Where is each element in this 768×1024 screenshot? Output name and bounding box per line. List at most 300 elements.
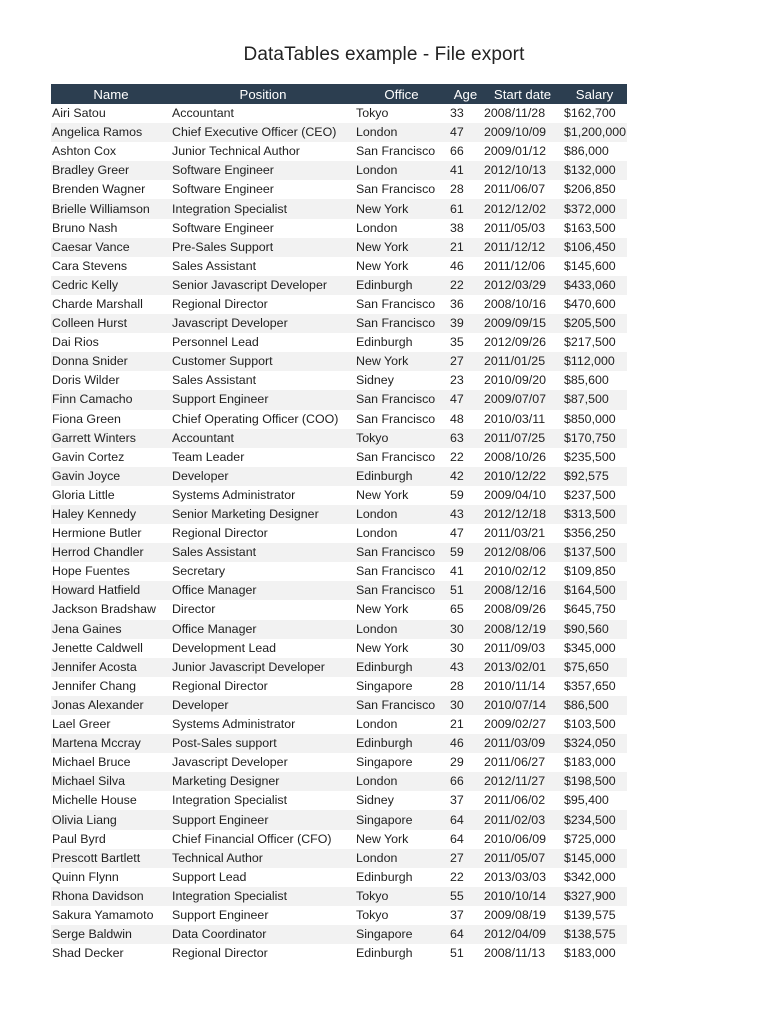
- cell-salary: $237,500: [562, 486, 627, 505]
- cell-age: 23: [448, 371, 483, 390]
- cell-position: Personnel Lead: [171, 333, 355, 352]
- table-row: [51, 486, 627, 505]
- cell-start-date: 2010/09/20: [483, 371, 562, 390]
- cell-name: Michael Bruce: [51, 753, 171, 772]
- cell-office: Sidney: [355, 371, 448, 390]
- cell-age: 38: [448, 219, 483, 238]
- table-row: [51, 467, 627, 486]
- cell-office: San Francisco: [355, 295, 448, 314]
- cell-start-date: 2011/12/06: [483, 257, 562, 276]
- table-row: [51, 696, 627, 715]
- cell-position: Software Engineer: [171, 219, 355, 238]
- cell-position: Secretary: [171, 562, 355, 581]
- cell-age: 30: [448, 696, 483, 715]
- cell-position: Chief Operating Officer (COO): [171, 410, 355, 429]
- cell-position: Support Engineer: [171, 390, 355, 409]
- cell-salary: $433,060: [562, 276, 627, 295]
- cell-position: Support Lead: [171, 868, 355, 887]
- cell-salary: $205,500: [562, 314, 627, 333]
- table-row: [51, 524, 627, 543]
- cell-salary: $470,600: [562, 295, 627, 314]
- cell-start-date: 2008/12/16: [483, 581, 562, 600]
- cell-start-date: 2009/10/09: [483, 123, 562, 142]
- cell-office: Singapore: [355, 925, 448, 944]
- cell-age: 65: [448, 600, 483, 619]
- cell-office: Tokyo: [355, 104, 448, 123]
- cell-position: Support Engineer: [171, 810, 355, 829]
- cell-name: Gavin Joyce: [51, 467, 171, 486]
- cell-position: Integration Specialist: [171, 199, 355, 218]
- cell-position: Sales Assistant: [171, 543, 355, 562]
- cell-office: San Francisco: [355, 562, 448, 581]
- cell-age: 61: [448, 199, 483, 218]
- cell-office: San Francisco: [355, 543, 448, 562]
- cell-salary: $356,250: [562, 524, 627, 543]
- table-row: [51, 276, 627, 295]
- cell-position: Integration Specialist: [171, 887, 355, 906]
- cell-position: Office Manager: [171, 620, 355, 639]
- cell-position: Software Engineer: [171, 180, 355, 199]
- cell-age: 35: [448, 333, 483, 352]
- cell-position: Accountant: [171, 429, 355, 448]
- cell-start-date: 2010/11/14: [483, 677, 562, 696]
- cell-start-date: 2008/11/28: [483, 104, 562, 123]
- cell-position: Regional Director: [171, 295, 355, 314]
- cell-salary: $342,000: [562, 868, 627, 887]
- table-row: [51, 639, 627, 658]
- cell-position: Developer: [171, 467, 355, 486]
- cell-position: Customer Support: [171, 352, 355, 371]
- table-row: [51, 753, 627, 772]
- cell-name: Michael Silva: [51, 772, 171, 791]
- cell-age: 28: [448, 677, 483, 696]
- cell-start-date: 2008/09/26: [483, 600, 562, 619]
- table-row: [51, 543, 627, 562]
- cell-age: 41: [448, 562, 483, 581]
- table-row: [51, 887, 627, 906]
- table-row: [51, 352, 627, 371]
- cell-salary: $170,750: [562, 429, 627, 448]
- column-header-age: Age: [448, 84, 483, 104]
- cell-name: Doris Wilder: [51, 371, 171, 390]
- cell-start-date: 2012/08/06: [483, 543, 562, 562]
- cell-office: London: [355, 620, 448, 639]
- cell-salary: $162,700: [562, 104, 627, 123]
- cell-salary: $198,500: [562, 772, 627, 791]
- cell-salary: $1,200,000: [562, 123, 627, 142]
- cell-salary: $145,000: [562, 849, 627, 868]
- cell-age: 22: [448, 868, 483, 887]
- cell-start-date: 2011/03/09: [483, 734, 562, 753]
- cell-name: Gavin Cortez: [51, 448, 171, 467]
- cell-start-date: 2011/07/25: [483, 429, 562, 448]
- cell-age: 21: [448, 238, 483, 257]
- cell-start-date: 2011/03/21: [483, 524, 562, 543]
- cell-office: Edinburgh: [355, 868, 448, 887]
- cell-age: 27: [448, 352, 483, 371]
- cell-salary: $217,500: [562, 333, 627, 352]
- cell-name: Prescott Bartlett: [51, 849, 171, 868]
- cell-office: London: [355, 715, 448, 734]
- cell-office: London: [355, 505, 448, 524]
- cell-start-date: 2010/10/14: [483, 887, 562, 906]
- cell-salary: $313,500: [562, 505, 627, 524]
- cell-name: Bruno Nash: [51, 219, 171, 238]
- cell-salary: $145,600: [562, 257, 627, 276]
- cell-position: Office Manager: [171, 581, 355, 600]
- page-title: DataTables example - File export: [243, 44, 525, 65]
- cell-position: Junior Technical Author: [171, 142, 355, 161]
- cell-name: Brenden Wagner: [51, 180, 171, 199]
- table-row: [51, 906, 627, 925]
- cell-start-date: 2011/05/07: [483, 849, 562, 868]
- cell-office: London: [355, 849, 448, 868]
- cell-name: Jennifer Chang: [51, 677, 171, 696]
- cell-start-date: 2011/01/25: [483, 352, 562, 371]
- cell-start-date: 2012/03/29: [483, 276, 562, 295]
- table-row: [51, 410, 627, 429]
- cell-office: New York: [355, 257, 448, 276]
- cell-name: Hermione Butler: [51, 524, 171, 543]
- cell-start-date: 2008/12/19: [483, 620, 562, 639]
- table-row: [51, 429, 627, 448]
- cell-name: Bradley Greer: [51, 161, 171, 180]
- cell-office: Tokyo: [355, 906, 448, 925]
- cell-position: Regional Director: [171, 524, 355, 543]
- cell-age: 55: [448, 887, 483, 906]
- table-row: [51, 180, 627, 199]
- table-row: [51, 658, 627, 677]
- cell-start-date: 2013/03/03: [483, 868, 562, 887]
- cell-name: Ashton Cox: [51, 142, 171, 161]
- cell-position: Javascript Developer: [171, 753, 355, 772]
- cell-position: Sales Assistant: [171, 371, 355, 390]
- cell-start-date: 2010/07/14: [483, 696, 562, 715]
- cell-age: 66: [448, 142, 483, 161]
- cell-start-date: 2008/11/13: [483, 944, 562, 963]
- cell-salary: $95,400: [562, 791, 627, 810]
- cell-age: 37: [448, 791, 483, 810]
- cell-start-date: 2008/10/16: [483, 295, 562, 314]
- table-body: [51, 104, 627, 963]
- cell-start-date: 2012/04/09: [483, 925, 562, 944]
- cell-age: 39: [448, 314, 483, 333]
- cell-start-date: 2010/02/12: [483, 562, 562, 581]
- cell-start-date: 2011/06/02: [483, 791, 562, 810]
- table-row: [51, 734, 627, 753]
- table-row: [51, 390, 627, 409]
- cell-age: 64: [448, 810, 483, 829]
- cell-start-date: 2010/06/09: [483, 830, 562, 849]
- cell-salary: $86,500: [562, 696, 627, 715]
- table-row: [51, 868, 627, 887]
- cell-age: 41: [448, 161, 483, 180]
- cell-age: 30: [448, 639, 483, 658]
- cell-position: Team Leader: [171, 448, 355, 467]
- cell-name: Colleen Hurst: [51, 314, 171, 333]
- cell-name: Dai Rios: [51, 333, 171, 352]
- table-row: [51, 677, 627, 696]
- cell-office: Edinburgh: [355, 467, 448, 486]
- cell-salary: $645,750: [562, 600, 627, 619]
- cell-start-date: 2013/02/01: [483, 658, 562, 677]
- cell-position: Regional Director: [171, 677, 355, 696]
- table-row: [51, 219, 627, 238]
- table-header: [51, 84, 627, 104]
- table-row: [51, 715, 627, 734]
- cell-salary: $183,000: [562, 944, 627, 963]
- cell-name: Herrod Chandler: [51, 543, 171, 562]
- cell-salary: $112,000: [562, 352, 627, 371]
- cell-age: 42: [448, 467, 483, 486]
- cell-office: Edinburgh: [355, 658, 448, 677]
- cell-position: Chief Financial Officer (CFO): [171, 830, 355, 849]
- cell-office: Sidney: [355, 791, 448, 810]
- cell-age: 59: [448, 486, 483, 505]
- table-row: [51, 333, 627, 352]
- cell-office: Singapore: [355, 753, 448, 772]
- cell-position: Javascript Developer: [171, 314, 355, 333]
- cell-start-date: 2011/12/12: [483, 238, 562, 257]
- cell-name: Martena Mccray: [51, 734, 171, 753]
- cell-office: San Francisco: [355, 314, 448, 333]
- cell-name: Michelle House: [51, 791, 171, 810]
- cell-start-date: 2011/06/07: [483, 180, 562, 199]
- table-row: [51, 810, 627, 829]
- cell-name: Brielle Williamson: [51, 199, 171, 218]
- column-header-office: Office: [355, 84, 448, 104]
- table-row: [51, 123, 627, 142]
- cell-salary: $725,000: [562, 830, 627, 849]
- cell-salary: $92,575: [562, 467, 627, 486]
- cell-office: San Francisco: [355, 581, 448, 600]
- cell-name: Gloria Little: [51, 486, 171, 505]
- cell-position: Junior Javascript Developer: [171, 658, 355, 677]
- column-header-position: Position: [171, 84, 355, 104]
- cell-salary: $206,850: [562, 180, 627, 199]
- cell-start-date: 2012/12/02: [483, 199, 562, 218]
- cell-office: New York: [355, 600, 448, 619]
- table-row: [51, 581, 627, 600]
- cell-start-date: 2012/09/26: [483, 333, 562, 352]
- cell-age: 33: [448, 104, 483, 123]
- cell-office: New York: [355, 830, 448, 849]
- cell-position: Technical Author: [171, 849, 355, 868]
- cell-position: Software Engineer: [171, 161, 355, 180]
- cell-salary: $164,500: [562, 581, 627, 600]
- cell-name: Caesar Vance: [51, 238, 171, 257]
- column-header-start-date: Start date: [483, 84, 562, 104]
- cell-office: London: [355, 123, 448, 142]
- cell-position: Data Coordinator: [171, 925, 355, 944]
- cell-name: Haley Kennedy: [51, 505, 171, 524]
- cell-name: Hope Fuentes: [51, 562, 171, 581]
- cell-office: Tokyo: [355, 429, 448, 448]
- table-row: [51, 620, 627, 639]
- cell-start-date: 2012/12/18: [483, 505, 562, 524]
- cell-start-date: 2009/01/12: [483, 142, 562, 161]
- cell-name: Jennifer Acosta: [51, 658, 171, 677]
- cell-salary: $132,000: [562, 161, 627, 180]
- table-row: [51, 505, 627, 524]
- cell-salary: $90,560: [562, 620, 627, 639]
- cell-office: New York: [355, 199, 448, 218]
- cell-name: Quinn Flynn: [51, 868, 171, 887]
- table-row: [51, 314, 627, 333]
- cell-age: 43: [448, 658, 483, 677]
- cell-office: New York: [355, 486, 448, 505]
- cell-start-date: 2010/03/11: [483, 410, 562, 429]
- cell-salary: $850,000: [562, 410, 627, 429]
- cell-salary: $357,650: [562, 677, 627, 696]
- cell-office: Edinburgh: [355, 734, 448, 753]
- cell-office: London: [355, 161, 448, 180]
- cell-age: 64: [448, 925, 483, 944]
- cell-name: Angelica Ramos: [51, 123, 171, 142]
- cell-age: 28: [448, 180, 483, 199]
- column-header-salary: Salary: [562, 84, 627, 104]
- cell-position: Pre-Sales Support: [171, 238, 355, 257]
- cell-name: Cedric Kelly: [51, 276, 171, 295]
- cell-position: Senior Marketing Designer: [171, 505, 355, 524]
- cell-position: Systems Administrator: [171, 486, 355, 505]
- cell-age: 22: [448, 448, 483, 467]
- cell-position: Senior Javascript Developer: [171, 276, 355, 295]
- table-row: [51, 199, 627, 218]
- cell-salary: $163,500: [562, 219, 627, 238]
- cell-salary: $137,500: [562, 543, 627, 562]
- cell-position: Integration Specialist: [171, 791, 355, 810]
- cell-start-date: 2009/08/19: [483, 906, 562, 925]
- cell-salary: $235,500: [562, 448, 627, 467]
- cell-office: San Francisco: [355, 390, 448, 409]
- table-row: [51, 944, 627, 963]
- cell-name: Donna Snider: [51, 352, 171, 371]
- cell-name: Rhona Davidson: [51, 887, 171, 906]
- cell-salary: $372,000: [562, 199, 627, 218]
- cell-age: 27: [448, 849, 483, 868]
- cell-name: Lael Greer: [51, 715, 171, 734]
- table-row: [51, 791, 627, 810]
- cell-age: 48: [448, 410, 483, 429]
- cell-start-date: 2009/02/27: [483, 715, 562, 734]
- cell-office: London: [355, 219, 448, 238]
- table-row: [51, 849, 627, 868]
- cell-office: San Francisco: [355, 180, 448, 199]
- cell-office: San Francisco: [355, 448, 448, 467]
- cell-office: San Francisco: [355, 696, 448, 715]
- table-row: [51, 142, 627, 161]
- cell-age: 43: [448, 505, 483, 524]
- cell-position: Chief Executive Officer (CEO): [171, 123, 355, 142]
- cell-age: 29: [448, 753, 483, 772]
- cell-age: 66: [448, 772, 483, 791]
- cell-position: Post-Sales support: [171, 734, 355, 753]
- table-row: [51, 257, 627, 276]
- cell-position: Sales Assistant: [171, 257, 355, 276]
- table-row: [51, 562, 627, 581]
- cell-salary: $324,050: [562, 734, 627, 753]
- cell-position: Director: [171, 600, 355, 619]
- cell-office: Edinburgh: [355, 276, 448, 295]
- cell-age: 47: [448, 390, 483, 409]
- cell-start-date: 2008/10/26: [483, 448, 562, 467]
- cell-age: 46: [448, 734, 483, 753]
- cell-age: 64: [448, 830, 483, 849]
- cell-start-date: 2012/10/13: [483, 161, 562, 180]
- cell-name: Cara Stevens: [51, 257, 171, 276]
- table-row: [51, 772, 627, 791]
- table-row: [51, 448, 627, 467]
- cell-name: Fiona Green: [51, 410, 171, 429]
- table-row: [51, 161, 627, 180]
- cell-start-date: 2012/11/27: [483, 772, 562, 791]
- table-row: [51, 371, 627, 390]
- cell-name: Howard Hatfield: [51, 581, 171, 600]
- cell-age: 47: [448, 524, 483, 543]
- cell-salary: $183,000: [562, 753, 627, 772]
- cell-age: 30: [448, 620, 483, 639]
- cell-age: 37: [448, 906, 483, 925]
- cell-age: 59: [448, 543, 483, 562]
- cell-age: 36: [448, 295, 483, 314]
- table-row: [51, 238, 627, 257]
- cell-name: Airi Satou: [51, 104, 171, 123]
- cell-age: 47: [448, 123, 483, 142]
- cell-salary: $103,500: [562, 715, 627, 734]
- cell-position: Support Engineer: [171, 906, 355, 925]
- header-row: [51, 84, 627, 104]
- cell-age: 46: [448, 257, 483, 276]
- cell-age: 22: [448, 276, 483, 295]
- cell-name: Jackson Bradshaw: [51, 600, 171, 619]
- cell-name: Paul Byrd: [51, 830, 171, 849]
- cell-salary: $139,575: [562, 906, 627, 925]
- cell-salary: $345,000: [562, 639, 627, 658]
- cell-start-date: 2011/06/27: [483, 753, 562, 772]
- cell-salary: $106,450: [562, 238, 627, 257]
- column-header-name: Name: [51, 84, 171, 104]
- cell-name: Garrett Winters: [51, 429, 171, 448]
- cell-office: New York: [355, 352, 448, 371]
- table-row: [51, 830, 627, 849]
- cell-salary: $109,850: [562, 562, 627, 581]
- cell-salary: $86,000: [562, 142, 627, 161]
- table-row: [51, 295, 627, 314]
- table-row: [51, 925, 627, 944]
- cell-office: Singapore: [355, 677, 448, 696]
- cell-office: Edinburgh: [355, 944, 448, 963]
- cell-start-date: 2010/12/22: [483, 467, 562, 486]
- cell-office: New York: [355, 238, 448, 257]
- cell-office: London: [355, 772, 448, 791]
- cell-name: Sakura Yamamoto: [51, 906, 171, 925]
- cell-name: Jena Gaines: [51, 620, 171, 639]
- cell-salary: $327,900: [562, 887, 627, 906]
- cell-position: Regional Director: [171, 944, 355, 963]
- cell-age: 51: [448, 944, 483, 963]
- cell-age: 21: [448, 715, 483, 734]
- cell-position: Developer: [171, 696, 355, 715]
- cell-name: Charde Marshall: [51, 295, 171, 314]
- cell-name: Shad Decker: [51, 944, 171, 963]
- cell-salary: $234,500: [562, 810, 627, 829]
- cell-position: Accountant: [171, 104, 355, 123]
- cell-salary: $85,600: [562, 371, 627, 390]
- cell-start-date: 2009/09/15: [483, 314, 562, 333]
- cell-start-date: 2011/02/03: [483, 810, 562, 829]
- cell-office: London: [355, 524, 448, 543]
